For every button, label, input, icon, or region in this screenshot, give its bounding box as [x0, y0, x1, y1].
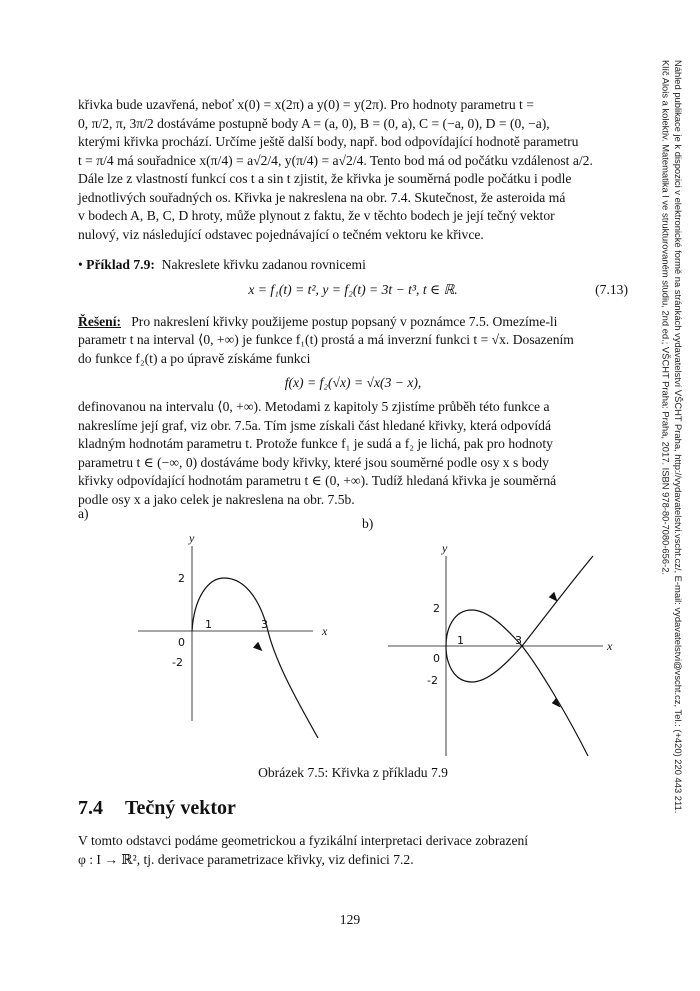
- solution-line: parametru t ∈ (−∞, 0) dostáváme body křivky, které jsou souměrné podle osy x s body: [78, 454, 549, 470]
- example-heading: • Příklad 7.9: Nakreslete křivku zadanou rovnicemi: [78, 257, 366, 272]
- solution-line: kladným hodnotám parametru t. Protože funkce f₁ je sudá a f₂ je lichá, pak pro hodnoty: [78, 436, 553, 451]
- solution-line: křivky odpovídající hodnotám parametru t ∈ (0, +∞). Tudíž hledaná křivka je souměrná: [78, 473, 557, 488]
- publisher-sidebar: [659, 60, 684, 940]
- tick-label: 3: [261, 618, 268, 631]
- y-axis-label-a: y: [189, 531, 195, 545]
- figure-label-b: b): [362, 516, 374, 531]
- para1-line: nulový, viz následující odstavec pojednávající o tečném vektoru ke křivce.: [78, 226, 484, 242]
- graph-a: [128, 526, 388, 766]
- sidebar-line: Klíč Alois a kolektiv. Matematika I ve strukturovaném studiu, 2nd ed.; VŠCHT Praha: Praha, 2017. ISBN 978-80-7080-656-2.: [660, 60, 672, 576]
- example-label: Příklad 7.9:: [86, 257, 155, 272]
- page-number: 129: [339, 912, 361, 927]
- para1: [78, 96, 628, 244]
- solution-line: definovanou na intervalu ⟨0, +∞). Metodami z kapitoly 5 zjistíme průběh této funkce a: [78, 399, 550, 414]
- section-title: Tečný vektor: [125, 797, 236, 819]
- equation-number: (7.13): [595, 281, 628, 297]
- equation-7-13: [78, 275, 628, 305]
- y-axis-label-b: y: [442, 541, 448, 555]
- tick-label: -2: [172, 656, 183, 669]
- para1-line: kterými křivka prochází. Určíme ještě další body, např. bod odpovídající hodnotě parametru: [78, 134, 579, 149]
- para1-line: křivka bude uzavřená, neboť x(0) = x(2π) a y(0) = y(2π). Pro hodnoty parametru t =: [78, 97, 534, 112]
- tick-label: 3: [515, 634, 522, 647]
- section-intro: [78, 832, 628, 869]
- tick-label: 1: [457, 634, 464, 647]
- figure-7-5: [78, 506, 638, 746]
- x-axis-label-a: x: [322, 624, 328, 638]
- equation-fx-text: f(x) = f₂(√x) = √x(3 − x),: [284, 375, 422, 390]
- equation-fx: [78, 368, 628, 398]
- page-body: [78, 96, 628, 509]
- curve-b: [446, 556, 593, 756]
- solution-line: parametr t na interval ⟨0, +∞) je funkce f₁(t) prostá a má inverzní funkci t = √x. Dosazením: [78, 332, 574, 347]
- tick-label: 1: [205, 618, 212, 631]
- figure-caption: Obrázek 7.5: Křivka z příkladu 7.9: [258, 765, 448, 780]
- para1-line: 0, π/2, π, 3π/2 dostáváme postupně body A = (a, 0), B = (0, a), C = (−a, 0), D = (0, −a),: [78, 115, 550, 131]
- para1-line: v bodech A, B, C, D hroty, může plynout z faktu, že v těchto bodech je její tečný vektor: [78, 208, 555, 223]
- tick-label: -2: [427, 674, 438, 687]
- section-intro-line: V tomto odstavci podáme geometrickou a fyzikální interpretaci derivace zobrazení: [78, 833, 529, 848]
- arrow-b-top: [549, 592, 557, 601]
- solution-line: do funkce f₂(t) a po úpravě získáme funkci: [78, 350, 311, 366]
- arrow-a: [253, 641, 263, 650]
- solution-line: nakreslíme její graf, viz obr. 7.5a. Tím jsme získali část hledané křivky, která odpovídá: [78, 417, 551, 433]
- example-text: Nakreslete křivku zadanou rovnicemi: [161, 257, 366, 272]
- curve-a: [192, 578, 318, 738]
- solution-line: Pro nakreslení křivky použijeme postup popsaný v poznámce 7.5. Omezíme-li: [131, 313, 558, 329]
- graph-b: [378, 526, 628, 766]
- section-number: 7.4: [78, 797, 103, 819]
- section-intro-line: φ : I → ℝ², tj. derivace parametrizace křivky, viz definici 7.2.: [78, 851, 414, 867]
- para1-line: Dále lze z vlastností funkcí cos t a sin t zjistit, že křivka je souměrná podle počátku i podle: [78, 171, 572, 186]
- section-heading: [78, 797, 236, 820]
- tick-label: 2: [433, 602, 440, 615]
- sidebar-line: Náhled publikace je k dispozici v elektronické formě na stránkách vydavatelství VŠCHT Praha, http://vydavatelstvi.vscht.cz/, E-mail: vydavatelstvi@vscht.cz, Tel.: (+420) 220 443 211.: [673, 60, 684, 814]
- para1-line: t = π/4 má souřadnice x(π/4) = a√2/4, y(π/4) = a√2/4. Tento bod má od počátku vzdálenost a/2.: [78, 152, 593, 168]
- solution-paragraph: [78, 313, 628, 369]
- tick-label: 0: [433, 652, 440, 665]
- solution-label: Řešení:: [78, 313, 122, 329]
- tick-label: 0: [178, 636, 185, 649]
- tick-label: 2: [178, 572, 185, 585]
- figure-label-a: a): [78, 506, 89, 521]
- solution-line: podle osy x a jako celek je nakreslena na obr. 7.5b.: [78, 491, 355, 507]
- solution-continued: [78, 398, 628, 509]
- x-axis-label-b: x: [607, 639, 613, 653]
- equation-text: x = f₁(t) = t², y = f₂(t) = 3t − t³, t ∈ ℝ.: [248, 281, 458, 297]
- para1-line: jednotlivých souřadných os. Křivka je nakreslena na obr. 7.4. Skutečnost, že asteroida má: [78, 189, 566, 205]
